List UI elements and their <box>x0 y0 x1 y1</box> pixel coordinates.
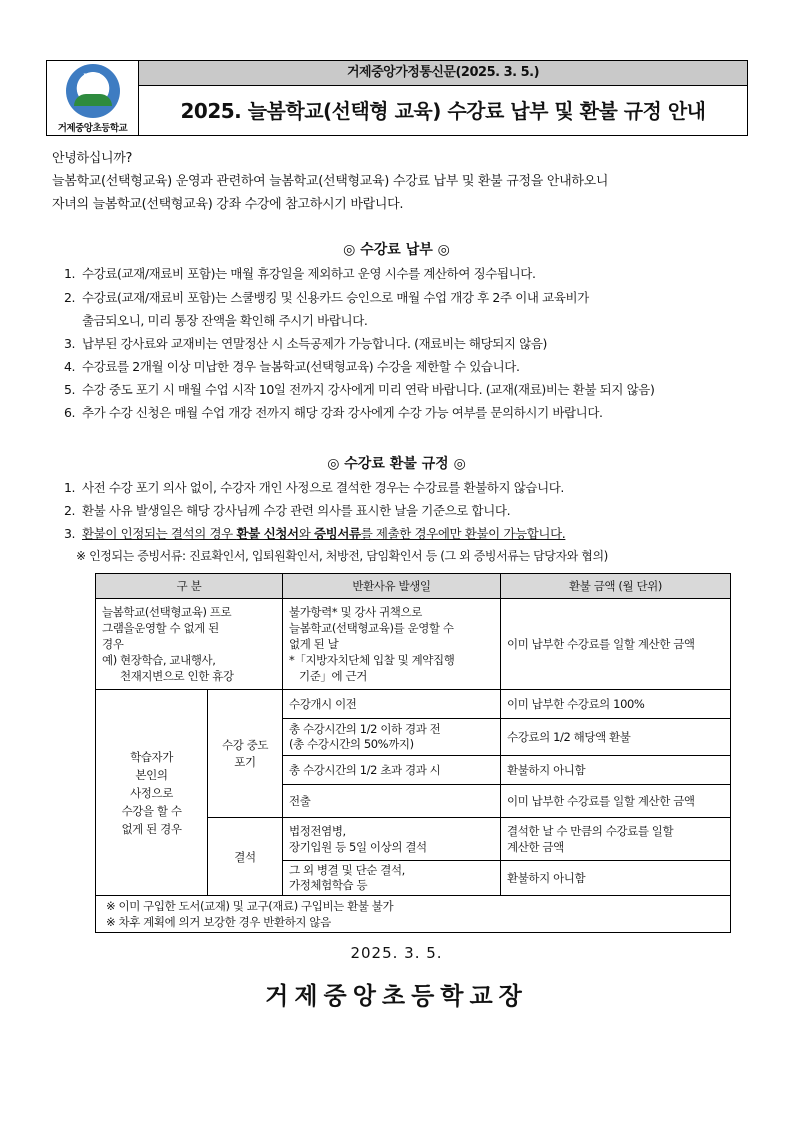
evidence-note: ※ 인정되는 증빙서류: 진료확인서, 입퇴원확인서, 처방전, 담임확인서 등 (그 외 증빙서류는 담당자와 협의) <box>76 549 608 563</box>
item-number: 3. <box>64 526 76 541</box>
cell-line: 수강을 할 수 <box>121 803 182 818</box>
emblem-tag: 통 영 <box>82 73 101 82</box>
table-header: 구 분 <box>96 574 283 599</box>
cell-line: 계산한 금액 <box>507 840 564 854</box>
table-row <box>96 599 731 690</box>
cell-line: 없게 된 날 <box>289 637 339 651</box>
intro-line: 안녕하십니까? <box>52 151 133 166</box>
cell-line: 불가항력* 및 강사 귀책으로 <box>289 605 422 619</box>
school-name-logo: 거제중앙초등학교 <box>57 123 128 134</box>
item-text: 수강료(교재/재료비 포함)는 스쿨뱅킹 및 신용카드 승인으로 매월 수업 개강 후 2주 이내 교육비가 <box>82 290 589 305</box>
cell-line: 그 외 병결 및 단순 결석, <box>289 863 405 877</box>
table-cell: 전출 <box>283 785 501 818</box>
item-text: 납부된 강사료와 교재비는 연말정산 시 소득공제가 가능합니다. (재료비는 해당되지 않음) <box>82 336 547 351</box>
cell-line: 늘봄학교(선택형교육)를 운영할 수 <box>289 621 454 635</box>
cell-line: 경우 <box>102 637 124 651</box>
payment-item <box>64 311 367 331</box>
cell-line: 총 수강시간의 1/2 이하 경과 전 <box>289 722 441 736</box>
item-text: 를 제출한 경우에만 환불이 가능합니다. <box>360 526 566 541</box>
cell-line: 법정전염병, <box>289 824 346 838</box>
refund-item <box>64 524 565 544</box>
payment-item <box>64 334 547 354</box>
table-cell <box>283 861 501 896</box>
cell-line: 천재지변으로 인한 휴강 <box>120 669 234 683</box>
item-text: 환불 사유 발생일은 해당 강사님께 수강 관련 의사를 표시한 날을 기준으로 합니다. <box>82 503 511 518</box>
cell-line: 장기입원 등 5일 이상의 결석 <box>289 840 427 854</box>
cell-line: 없게 된 경우 <box>121 821 182 836</box>
refund-item <box>64 478 564 498</box>
item-number: 1. <box>64 480 76 495</box>
item-number: 4. <box>64 359 76 374</box>
cell-line: *「지방자치단체 입찰 및 계약집행 <box>289 653 455 667</box>
table-cell <box>283 599 501 690</box>
intro-line: 늘봄학교(선택형교육) 운영과 관련하여 늘봄학교(선택형교육) 수강료 납부 및 환불 규정을 안내하오니 <box>52 174 609 189</box>
item-text: 와 <box>298 526 314 541</box>
newsletter-header <box>46 60 748 136</box>
item-number: 2. <box>64 503 76 518</box>
cell-line: 늘봄학교(선택형교육) 프로 <box>102 605 232 619</box>
item-number: 3. <box>64 336 76 351</box>
table-cell: 환불하지 아니함 <box>501 861 731 896</box>
item-text: 출금되오니, 미리 통장 잔액을 확인해 주시기 바랍니다. <box>82 313 368 328</box>
item-number: 1. <box>64 266 76 281</box>
school-logo <box>47 61 139 135</box>
page-title: 2025. 늘봄학교(선택형 교육) 수강료 납부 및 환불 규정 안내 <box>180 99 706 123</box>
cell-line: 수강 중도 <box>221 737 269 752</box>
student-category-cell <box>96 690 208 896</box>
table-cell <box>96 599 283 690</box>
table-cell <box>283 719 501 756</box>
cell-line: 본인의 <box>135 767 168 782</box>
item-number: 6. <box>64 405 76 420</box>
item-text: 수강료를 2개월 이상 미납한 경우 늘봄학교(선택형교육) 수강을 제한할 수 있습니다. <box>82 359 520 374</box>
table-cell: 환불하지 아니함 <box>501 756 731 785</box>
cell-line: 기준」에 근거 <box>299 669 367 683</box>
item-text: 사전 수강 포기 의사 없이, 수강자 개인 사정으로 결석한 경우는 수강료를 환불하지 않습니다. <box>82 480 565 495</box>
table-footnote-row <box>96 896 731 933</box>
school-emblem-icon <box>66 64 120 118</box>
table-header: 환불 금액 (월 단위) <box>501 574 731 599</box>
cell-line: 사정으로 <box>130 785 173 800</box>
table-cell: 총 수강시간의 1/2 초과 경과 시 <box>283 756 501 785</box>
table-cell: 이미 납부한 수강료를 일할 계산한 금액 <box>501 785 731 818</box>
table-cell: 이미 납부한 수강료의 100% <box>501 690 731 719</box>
table-footnotes <box>96 896 731 933</box>
item-text: 수강료(교재/재료비 포함)는 매월 휴강일을 제외하고 운영 시수를 계산하여 징수됩니다. <box>82 266 536 281</box>
payment-item <box>64 357 520 377</box>
refund-item <box>64 501 510 521</box>
table-cell: 수강료의 1/2 해당액 환불 <box>501 719 731 756</box>
refund-heading: ◎ 수강료 환불 규정 ◎ <box>327 456 466 472</box>
cell-line: 포기 <box>234 754 256 769</box>
item-text-bold: 증빙서류 <box>313 526 361 541</box>
table-cell: 수강개시 이전 <box>283 690 501 719</box>
cell-line: (총 수강시간의 50%까지) <box>289 737 414 751</box>
item-text: 추가 수강 신청은 매월 수업 개강 전까지 해당 강좌 강사에게 수강 가능 여부를 문의하시기 바랍니다. <box>82 405 603 420</box>
principal-signature: 거제중앙초등학교장 <box>265 981 528 1010</box>
table-cell <box>501 818 731 861</box>
cell-line: 결석한 날 수 만큼의 수강료를 일할 <box>507 824 674 838</box>
footnote: ※ 차후 계획에 의거 보강한 경우 반환하지 않음 <box>106 915 331 929</box>
table-cell <box>283 818 501 861</box>
table-header: 반환사유 발생일 <box>283 574 501 599</box>
item-text-bold: 환불 신청서 <box>236 526 299 541</box>
footnote: ※ 이미 구입한 도서(교재) 및 교구(재료) 구입비는 환불 불가 <box>106 899 394 913</box>
issue-date: 2025. 3. 5. <box>350 944 443 962</box>
refund-table <box>95 573 731 933</box>
payment-item <box>64 380 654 400</box>
item-text: 수강 중도 포기 시 매월 수업 시작 10일 전까지 강사에게 미리 연락 바랍니다. (교재(재료)비는 환불 되지 않음) <box>82 382 655 397</box>
item-text: 환불이 인정되는 결석의 경우 <box>82 526 237 541</box>
table-cell: 이미 납부한 수강료를 일할 계산한 금액 <box>501 599 731 690</box>
payment-item <box>64 264 536 284</box>
newsletter-label: 거제중앙가정통신문(2025. 3. 5.) <box>139 61 747 86</box>
item-number: 2. <box>64 290 76 305</box>
table-header-row <box>96 574 731 599</box>
absence-cell: 결석 <box>208 818 283 896</box>
item-number: 5. <box>64 382 76 397</box>
dropout-cell <box>208 690 283 818</box>
cell-line: 예) 현장학습, 교내행사, <box>102 653 216 667</box>
cell-line: 학습자가 <box>130 749 173 764</box>
payment-item <box>64 288 589 308</box>
table-row <box>96 690 731 719</box>
cell-line: 가정체험학습 등 <box>289 878 368 892</box>
payment-heading: ◎ 수강료 납부 ◎ <box>343 242 450 258</box>
intro-line: 자녀의 늘봄학교(선택형교육) 강좌 수강에 참고하시기 바랍니다. <box>52 197 404 212</box>
payment-item <box>64 403 603 423</box>
cell-line: 그램을운영할 수 없게 된 <box>102 621 219 635</box>
